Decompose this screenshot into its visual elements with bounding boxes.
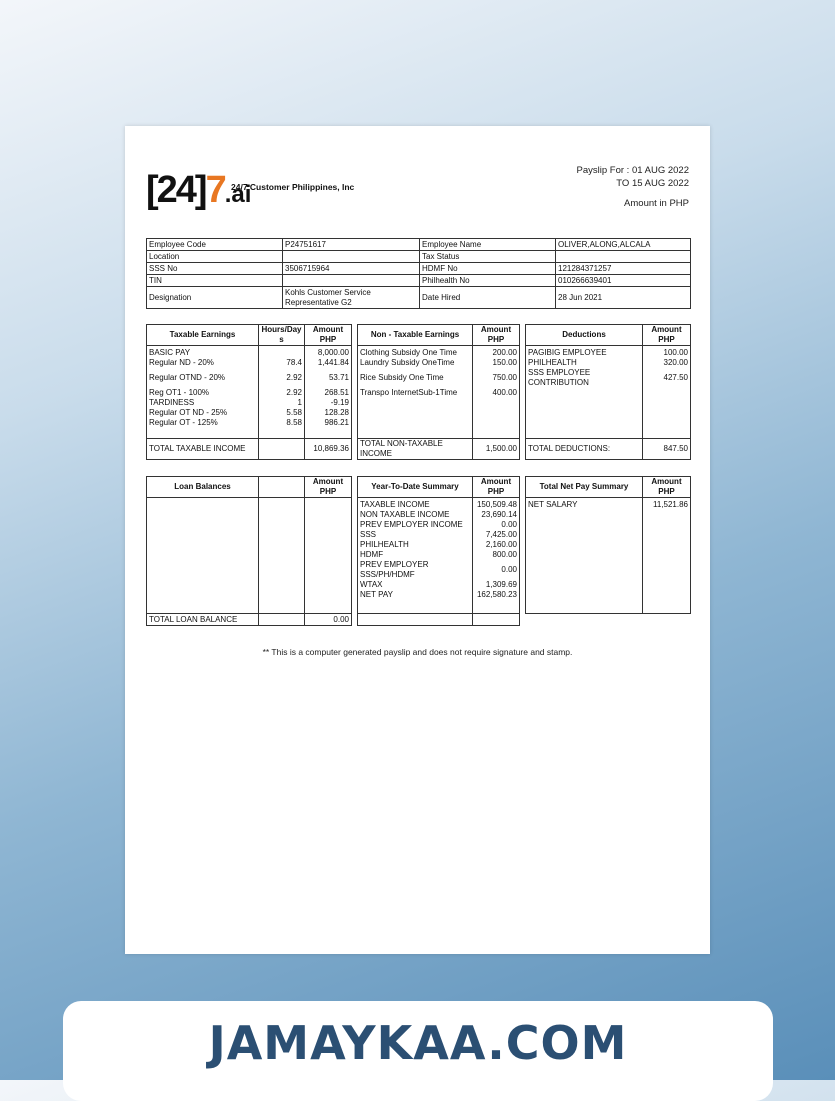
total-loan-label: TOTAL LOAN BALANCE <box>147 614 259 626</box>
total-loan-value: 0.00 <box>305 614 352 626</box>
payslip-page <box>125 126 710 954</box>
deduction-item-label: PHILHEALTH <box>528 358 577 367</box>
taxable-labels <box>147 346 259 439</box>
taxable-item-label: Regular OTND - 20% <box>149 373 226 382</box>
loan-balances-header: Loan Balances <box>147 477 259 498</box>
non-taxable-item-label: Laundry Subsidy OneTime <box>360 358 455 367</box>
deduction-item-label: PAGIBIG EMPLOYEE <box>528 348 607 357</box>
loan-balances-table <box>146 476 352 626</box>
hdmf-no-label: HDMF No <box>420 263 556 275</box>
amount-header: Amount PHP <box>643 325 691 346</box>
non-taxable-item-amount: 200.00 <box>492 348 517 357</box>
ytd-item-label: PREV EMPLOYER INCOME <box>360 520 463 529</box>
employee-name-label: Employee Name <box>420 239 556 251</box>
taxable-item-hours: 5.58 <box>286 408 302 417</box>
net-pay-summary-table <box>525 476 691 614</box>
employee-name-value: OLIVER,ALONG,ALCALA <box>556 239 691 251</box>
taxable-item-label: Regular OT - 125% <box>149 418 218 427</box>
amount-header: Amount PHP <box>305 325 352 346</box>
loan-body-col <box>259 498 305 614</box>
pay-period <box>577 164 689 190</box>
loan-hours-blank <box>259 477 305 498</box>
ytd-item-amount: 800.00 <box>492 550 517 559</box>
total-taxable-value: 10,869.36 <box>305 439 352 460</box>
designation-value: Kohls Customer Service Representative G2 <box>283 287 420 309</box>
ytd-item-amount: 7,425.00 <box>485 530 517 539</box>
employee-row <box>147 251 691 263</box>
loan-body-col <box>305 498 352 614</box>
amount-header: Amount PHP <box>473 325 520 346</box>
ytd-item-label: SSS <box>360 530 377 539</box>
ytd-item-label: NET PAY <box>360 590 393 599</box>
total-deductions-label: TOTAL DEDUCTIONS: <box>526 439 643 460</box>
net-pay-labels <box>526 498 643 614</box>
non-taxable-earnings-table <box>357 324 520 460</box>
hdmf-no-value: 121284371257 <box>556 263 691 275</box>
total-non-taxable-value: 1,500.00 <box>473 439 520 460</box>
ytd-item-label: HDMF <box>360 550 384 559</box>
amount-header: Amount PHP <box>305 477 352 498</box>
hours-header: Hours/Day s <box>259 325 305 346</box>
watermark-text: JAMAYKAA.COM <box>208 1016 628 1070</box>
non-taxable-header: Non - Taxable Earnings <box>358 325 473 346</box>
employee-code-label: Employee Code <box>147 239 283 251</box>
taxable-amounts <box>305 346 352 439</box>
deduction-labels <box>526 346 643 439</box>
philhealth-no-label: Philhealth No <box>420 275 556 287</box>
deduction-item-amount: 320.00 <box>663 358 688 367</box>
company-name: 24/7 Customer Philippines, Inc <box>231 182 355 192</box>
ytd-footer-blank <box>358 614 473 626</box>
ytd-item-amount: 23,690.14 <box>481 510 517 519</box>
ytd-header: Year-To-Date Summary <box>358 477 473 498</box>
date-hired-label: Date Hired <box>420 287 556 309</box>
total-deductions-value: 847.50 <box>643 439 691 460</box>
employee-row <box>147 239 691 251</box>
taxable-item-amount: 1,441.84 <box>317 358 349 367</box>
net-salary-label: NET SALARY <box>528 500 578 509</box>
pay-period-from: Payslip For : 01 AUG 2022 <box>576 165 689 176</box>
date-hired-value: 28 Jun 2021 <box>556 287 691 309</box>
net-pay-amounts <box>643 498 691 614</box>
employee-row <box>147 275 691 287</box>
tin-value <box>283 275 420 287</box>
ytd-item-amount: 0.00 <box>501 520 517 529</box>
employee-row <box>147 263 691 275</box>
taxable-item-hours: 78.4 <box>286 358 302 367</box>
total-taxable-label: TOTAL TAXABLE INCOME <box>147 439 259 460</box>
taxable-item-amount: 8,000.00 <box>317 348 349 357</box>
ytd-item-label: PREV EMPLOYER <box>360 560 429 569</box>
ytd-item-amount: 1,309.69 <box>485 580 517 589</box>
deduction-amounts <box>643 346 691 439</box>
non-taxable-item-label: Rice Subsidy One Time <box>360 373 444 382</box>
taxable-item-amount: 986.21 <box>324 418 349 427</box>
taxable-item-amount: 268.51 <box>324 388 349 397</box>
ytd-item-label: SSS/PH/HDMF <box>360 570 415 579</box>
ytd-amounts <box>473 498 520 614</box>
deductions-header: Deductions <box>526 325 643 346</box>
watermark-banner <box>63 1001 773 1101</box>
loan-body-col <box>147 498 259 614</box>
non-taxable-item-amount: 150.00 <box>492 358 517 367</box>
taxable-earnings-header: Taxable Earnings <box>147 325 259 346</box>
non-taxable-item-amount: 400.00 <box>492 388 517 397</box>
taxable-item-label: BASIC PAY <box>149 348 191 357</box>
ytd-item-amount: 162,580.23 <box>476 590 517 599</box>
non-taxable-labels <box>358 346 473 439</box>
taxable-item-amount: 53.71 <box>328 373 349 382</box>
currency-note: Amount in PHP <box>624 198 689 209</box>
ytd-item-label: WTAX <box>360 580 383 589</box>
taxable-item-label: Regular ND - 20% <box>149 358 214 367</box>
tin-label: TIN <box>147 275 283 287</box>
amount-header: Amount PHP <box>643 477 691 498</box>
ytd-item-amount: 2,160.00 <box>485 540 517 549</box>
tax-status-value <box>556 251 691 263</box>
taxable-item-label: TARDINESS <box>149 398 195 407</box>
ytd-footer-blank <box>473 614 520 626</box>
employee-code-value: P24751617 <box>283 239 420 251</box>
deduction-item-amount: 427.50 <box>663 373 688 382</box>
net-salary-value: 11,521.86 <box>653 500 688 509</box>
non-taxable-item-label: Clothing Subsidy One Time <box>360 348 457 357</box>
ytd-item-label: PHILHEALTH <box>360 540 409 549</box>
location-label: Location <box>147 251 283 263</box>
ytd-item-label: TAXABLE INCOME <box>360 500 430 509</box>
taxable-item-label: Regular OT ND - 25% <box>149 408 228 417</box>
philhealth-no-value: 010266639401 <box>556 275 691 287</box>
non-taxable-item-amount: 750.00 <box>492 373 517 382</box>
ytd-labels <box>358 498 473 614</box>
tax-status-label: Tax Status <box>420 251 556 263</box>
taxable-item-hours: 2.92 <box>286 373 302 382</box>
pay-period-to: TO 15 AUG 2022 <box>616 178 689 189</box>
designation-label: Designation <box>147 287 283 309</box>
taxable-item-hours: 1 <box>297 398 302 407</box>
total-taxable-hours-blank <box>259 439 305 460</box>
ytd-item-amount: 0.00 <box>501 565 517 574</box>
employee-row <box>147 287 691 309</box>
taxable-item-hours: 2.92 <box>286 388 302 397</box>
deduction-item-amount: 100.00 <box>663 348 688 357</box>
taxable-item-amount: 128.28 <box>324 408 349 417</box>
total-non-taxable-label: TOTAL NON-TAXABLE INCOME <box>358 439 473 460</box>
location-value <box>283 251 420 263</box>
ytd-summary-table <box>357 476 520 626</box>
taxable-item-label: Reg OT1 - 100% <box>149 388 210 397</box>
deductions-table <box>525 324 691 460</box>
taxable-hours <box>259 346 305 439</box>
sss-no-value: 3506715964 <box>283 263 420 275</box>
taxable-earnings-table <box>146 324 352 460</box>
net-pay-header: Total Net Pay Summary <box>526 477 643 498</box>
deduction-item-label: CONTRIBUTION <box>528 378 589 387</box>
total-loan-blank <box>259 614 305 626</box>
non-taxable-item-label: Transpo InternetSub-1Time <box>360 388 458 397</box>
ytd-item-amount: 150,509.48 <box>476 500 517 509</box>
employee-info-table <box>146 238 691 309</box>
ytd-item-label: NON TAXABLE INCOME <box>360 510 450 519</box>
amount-header: Amount PHP <box>473 477 520 498</box>
sss-no-label: SSS No <box>147 263 283 275</box>
non-taxable-amounts <box>473 346 520 439</box>
taxable-item-amount: -9.19 <box>330 398 349 407</box>
disclaimer-note: ** This is a computer generated payslip and does not require signature and stamp. <box>262 647 573 657</box>
deduction-item-label: SSS EMPLOYEE <box>528 368 591 377</box>
taxable-item-hours: 8.58 <box>286 418 302 427</box>
company-logo: [24]7.ai <box>146 169 252 211</box>
